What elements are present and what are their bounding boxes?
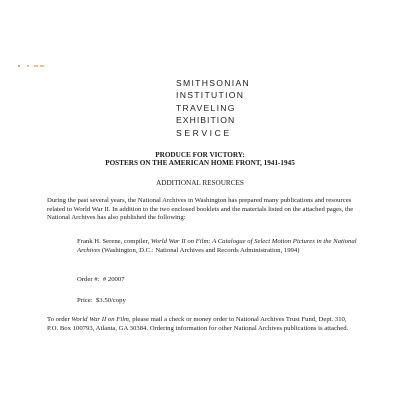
ordering-paragraph: [47, 316, 359, 333]
logo-line: SMITHSONIAN: [176, 78, 250, 88]
logo-line: INSTITUTION: [176, 90, 245, 101]
closing-title: World War II on Film: [71, 316, 129, 323]
price-line: [77, 297, 277, 306]
intro-paragraph: During the past several years, the National Archives in Washington has prepared many publications and resources related to World War II. In addition to the two enclosed booklets and the materials listed on the attached pages, the National Archives has also published the following:: [47, 197, 354, 222]
citation-author: Frank H. Serene, compiler,: [77, 238, 151, 245]
section-heading: ADDITIONAL RESOURCES: [156, 179, 244, 187]
citation-title: World War II on Film: A Catalogue of Select Motion Pictures in the National Archives: [77, 238, 357, 254]
order-value: # 20007: [102, 276, 125, 283]
price-value: $3.50/copy: [95, 297, 126, 304]
closing-before: To order: [47, 316, 72, 323]
scan-marks: [18, 63, 48, 69]
logo-line: SERVICE: [176, 127, 232, 138]
sites-logo: [176, 77, 250, 139]
document-title: PRODUCE FOR VICTORY:: [155, 151, 245, 159]
logo-line: EXHIBITION: [176, 115, 236, 126]
document-subtitle: POSTERS ON THE AMERICAN HOME FRONT, 1941-1945: [105, 159, 295, 167]
closing-after: , please mail a check or money order to National Archives Trust Fund, Dept. 310, P.O. Box 100793, Atlanta, GA 30384. Ordering information for other National Archives publications is attached.: [47, 316, 349, 332]
order-number-line: [77, 276, 277, 285]
citation-publisher: (Washington, D.C.: National Archives and Records Administration, 1994): [100, 246, 300, 254]
price-label: Price:: [77, 297, 93, 304]
order-label: Order #:: [77, 276, 100, 283]
citation-paragraph: [77, 238, 357, 255]
logo-line: TRAVELING: [176, 102, 236, 113]
